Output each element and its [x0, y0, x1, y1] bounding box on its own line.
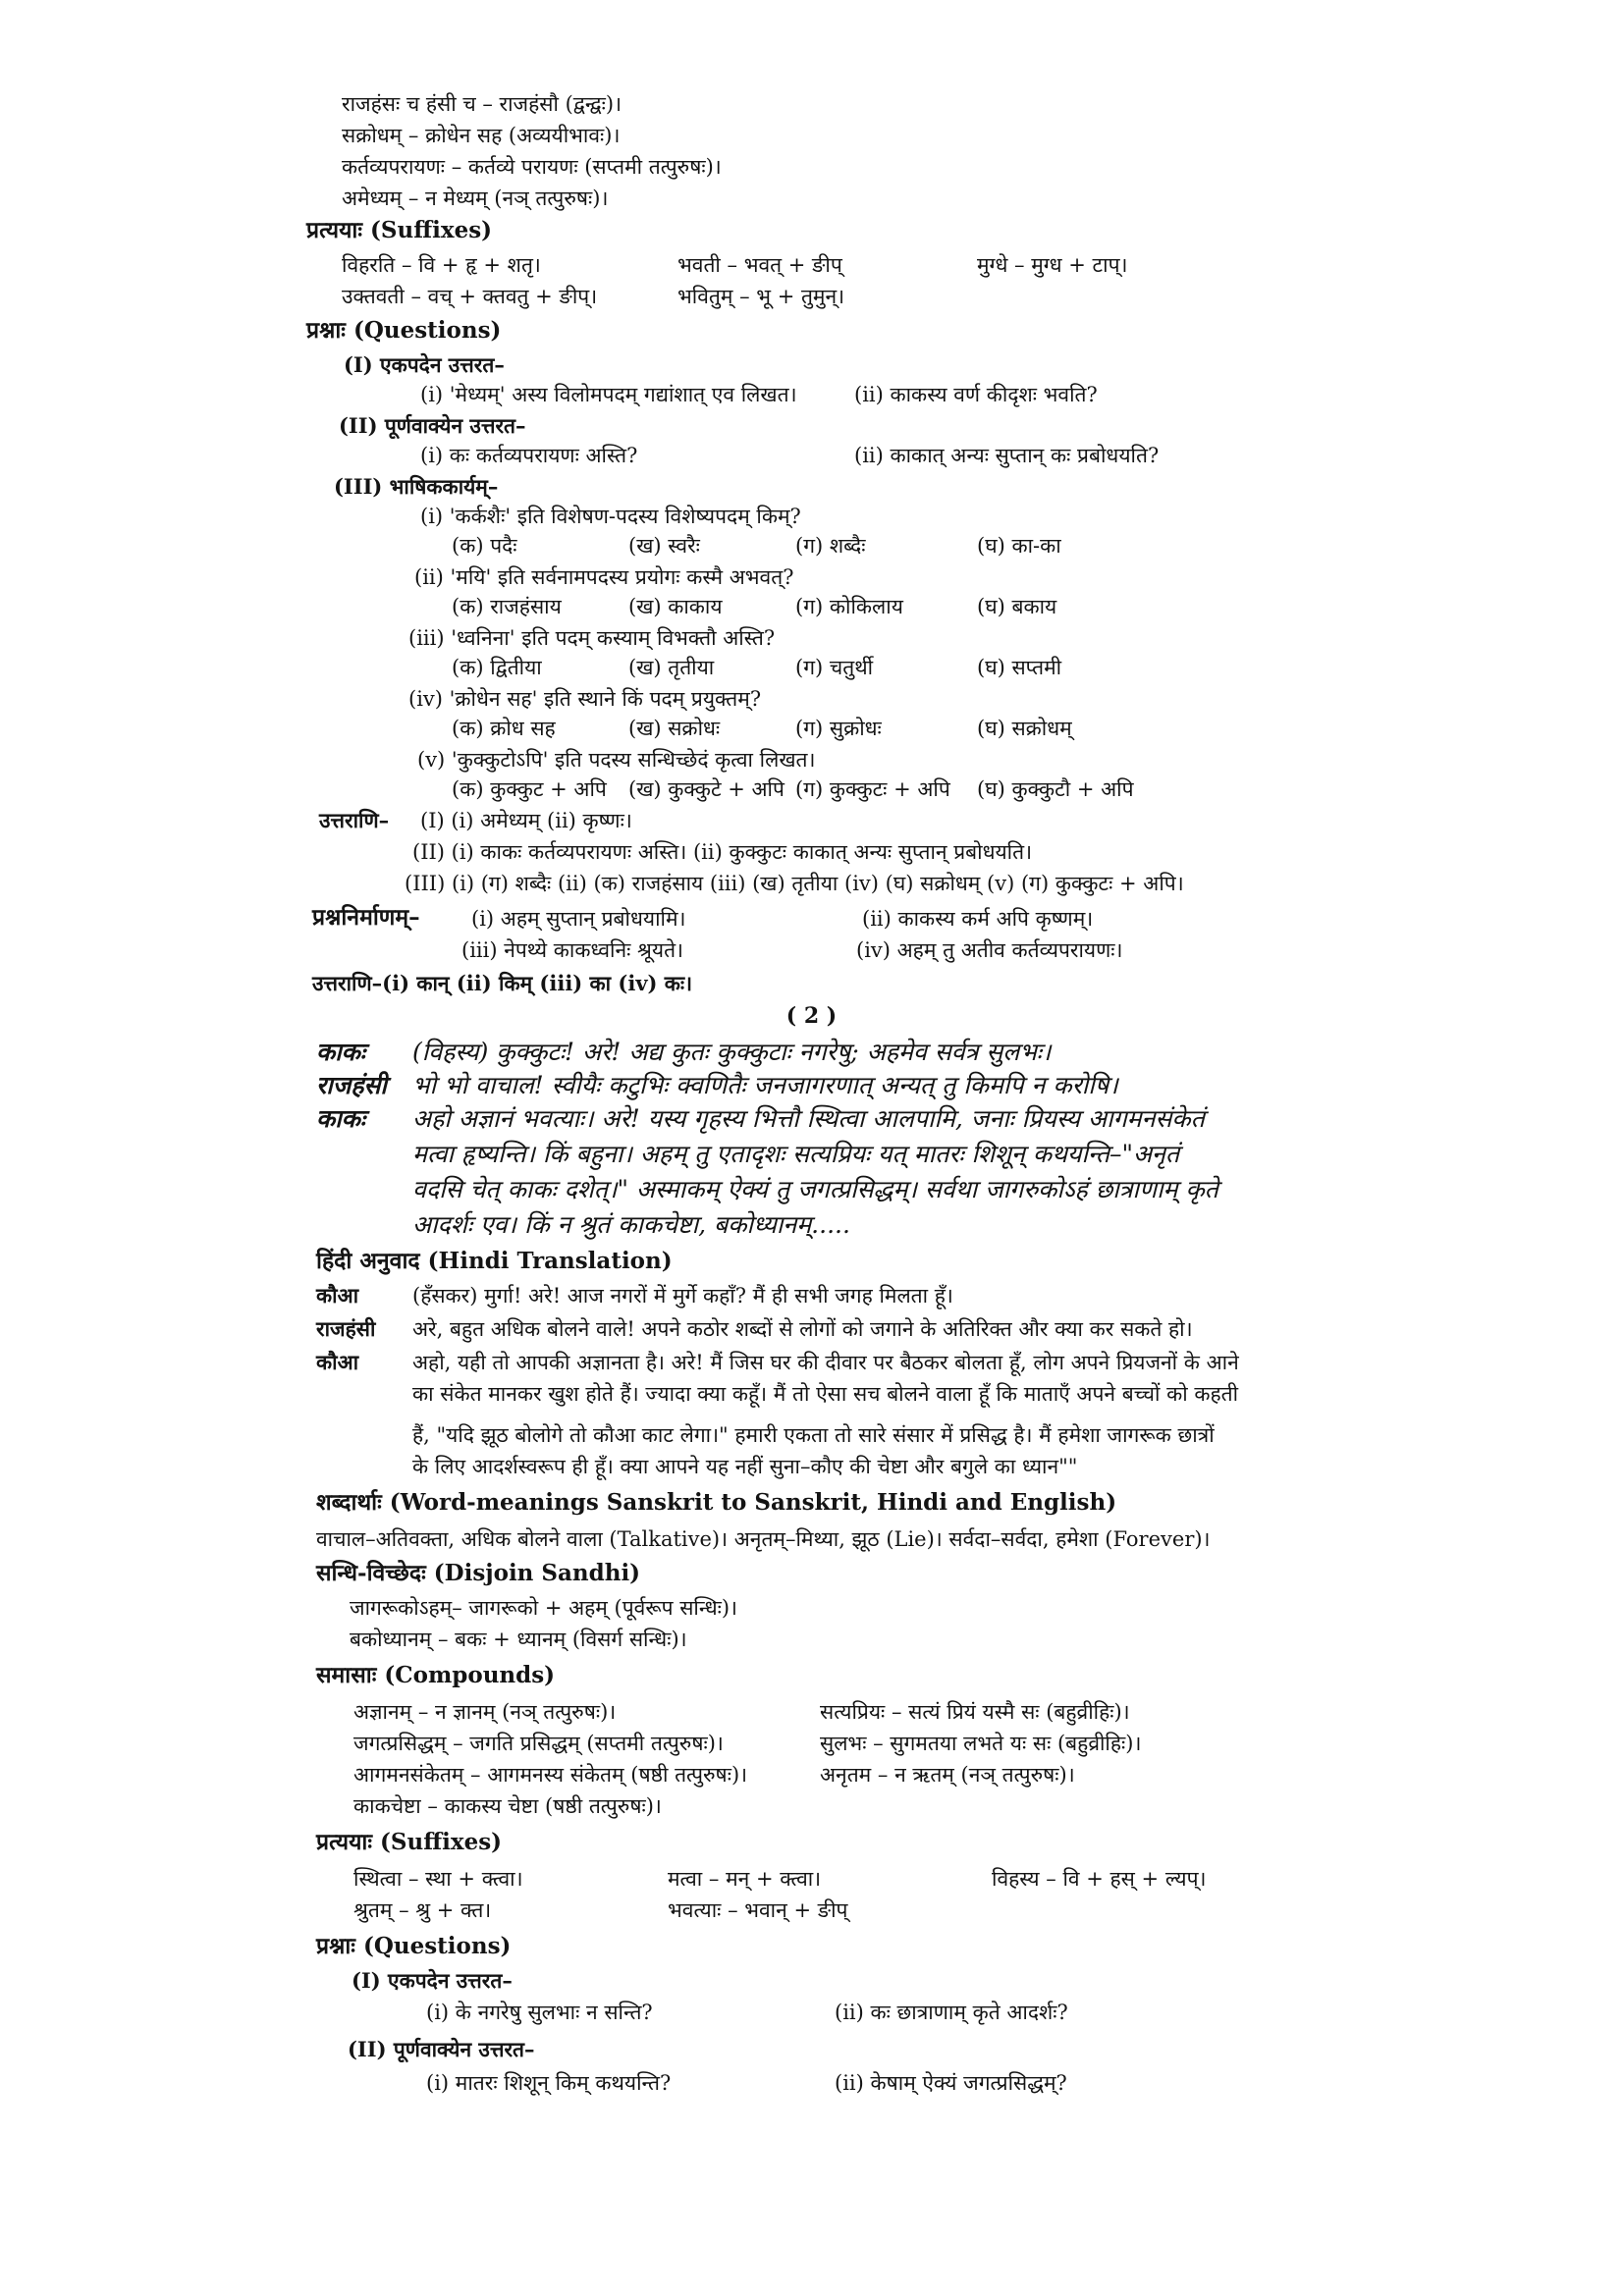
question-item: (ii) काकस्य वर्ण कीदृशः भवति?: [854, 383, 1098, 406]
subheading: (I) एकपदेन उत्तरत–: [352, 1968, 513, 1993]
samasa-line: सक्रोधम् – क्रोधेन सह (अव्ययीभावः)।: [342, 124, 621, 147]
mcq-option: (क) कुक्कुट + अपि: [452, 777, 607, 801]
translation-text: अहो, यही तो आपकी अज्ञानता है। अरे! मैं जिस घर की दीवार पर बैठकर बोलता हूँ, लोग अपने प्रियजनों के आने: [412, 1351, 1239, 1374]
samasa-line: कर्तव्यपरायणः – कर्तव्ये परायणः (सप्तमी तत्पुरुषः)।: [342, 155, 722, 179]
answer-line: (II) (i) काकः कर्तव्यपरायणः अस्ति। (ii) कुक्कुटः काकात् अन्यः सुप्तान् प्रबोधयति।: [412, 840, 1033, 864]
suffix-item: श्रुतम् – श्रु + क्त।: [353, 1898, 492, 1922]
dialogue-text: (विहस्य) कुक्कुटः! अरे! अद्य कुतः कुक्कुटाः नगरेषु; अहमेव सर्वत्र सुलभः।: [412, 1038, 1052, 1066]
word-meanings: वाचाल–अतिवक्ता, अधिक बोलने वाला (Talkative)। अनृतम्–मिथ्या, झूठ (Lie)। सर्वदा–सर्वदा, हमेशा (Forever)।: [316, 1527, 1211, 1551]
mcq-option: (घ) का-का: [977, 534, 1061, 558]
answer-line: (I) (i) अमेध्यम् (ii) कृष्णः।: [420, 809, 632, 832]
sandhi-line: जागरूकोऽहम्– जागरूको + अहम् (पूर्वरूप सन्धिः)।: [350, 1596, 737, 1620]
question-making-item: (iv) अहम् तु अतीव कर्तव्यपरायणः।: [856, 938, 1123, 962]
suffix-item: मुग्धे – मुग्ध + टाप्।: [977, 253, 1128, 277]
question-item: (i) कः कर्तव्यपरायणः अस्ति?: [420, 444, 638, 467]
speaker-label: राजहंसी: [316, 1316, 376, 1341]
translation-text: के लिए आदर्शस्वरूप ही हूँ। क्या आपने यह नहीं सुना–कौए की चेष्टा और बगुले का ध्यान"": [412, 1455, 1078, 1478]
answer-line: उत्तराणि–(i) कान् (ii) किम् (iii) का (iv) कः।: [312, 971, 693, 995]
mcq-question: (i) 'कर्कशैः' इति विशेषण-पदस्य विशेष्यपदम् किम्?: [420, 505, 801, 528]
section-heading: हिंदी अनुवाद (Hindi Translation): [316, 1248, 673, 1274]
mcq-option: (घ) सप्तमी: [977, 656, 1062, 679]
section-heading: प्रत्ययाः (Suffixes): [316, 1829, 503, 1855]
mcq-option: (ख) सक्रोधः: [628, 717, 721, 740]
subheading: (II) पूर्णवाक्येन उत्तरत–: [339, 413, 526, 438]
mcq-option: (घ) कुक्कुटौ + अपि: [977, 777, 1134, 801]
mcq-option: (ग) शब्दैः: [795, 534, 866, 558]
mcq-question: (iii) 'ध्वनिना' इति पदम् कस्याम् विभक्तौ अस्ति?: [408, 626, 776, 650]
speaker-label: कौआ: [316, 1350, 359, 1374]
compound-item: सत्यप्रियः – सत्यं प्रियं यस्मै सः (बहुव्रीहिः)।: [820, 1700, 1130, 1724]
suffix-item: विहस्य – वि + हस् + ल्यप्।: [992, 1867, 1207, 1891]
question-item: (ii) काकात् अन्यः सुप्तान् कः प्रबोधयति?: [854, 444, 1160, 467]
mcq-option: (घ) बकाय: [977, 595, 1057, 618]
subheading: (I) एकपदेन उत्तरत–: [344, 352, 505, 377]
compound-item: आगमनसंकेतम् – आगमनस्य संकेतम् (षष्ठी तत्पुरुषः)।: [353, 1763, 748, 1787]
subheading: (II) पूर्णवाक्येन उत्तरत–: [348, 2037, 535, 2061]
mcq-option: (घ) सक्रोधम्: [977, 717, 1072, 740]
mcq-option: (क) पदैः: [452, 534, 517, 558]
mcq-option: (ग) सुक्रोधः: [795, 717, 882, 740]
section-heading: प्रश्नाः (Questions): [316, 1933, 512, 1959]
subheading: (III) भाषिककार्यम्–: [334, 474, 499, 499]
section-heading: प्रश्ननिर्माणम्–: [312, 904, 420, 931]
mcq-option: (ख) स्वरैः: [628, 534, 700, 558]
mcq-option: (क) राजहंसाय: [452, 595, 562, 618]
mcq-option: (ग) कुक्कुटः + अपि: [795, 777, 950, 801]
question-item: (i) के नगरेषु सुलभाः न सन्ति?: [426, 2001, 653, 2024]
speaker-label: राजहंसी: [316, 1071, 387, 1099]
translation-text: अरे, बहुत अधिक बोलने वाले! अपने कठोर शब्दों से लोगों को जगाने के अतिरिक्त और क्या कर सकते हो।: [412, 1317, 1193, 1341]
mcq-question: (v) 'कुक्कुटोऽपि' इति पदस्य सन्धिच्छेदं कृत्वा लिखत।: [417, 748, 816, 772]
question-item: (i) मातरः शिशून् किम् कथयन्ति?: [426, 2071, 672, 2095]
mcq-option: (ख) कुक्कुटे + अपि: [628, 777, 784, 801]
translation-text: का संकेत मानकर खुश होते हैं। ज्यादा क्या कहूँ। मैं तो ऐसा सच बोलने वाला हूँ कि माताएँ अपने बच्चों को कहती: [412, 1382, 1239, 1406]
compound-item: सुलभः – सुगमतया लभते यः सः (बहुव्रीहिः)।: [820, 1732, 1142, 1755]
mcq-option: (ग) चतुर्थी: [795, 656, 874, 679]
sandhi-line: बकोध्यानम् – बकः + ध्यानम् (विसर्ग सन्धिः)।: [350, 1628, 687, 1651]
question-making-item: (i) अहम् सुप्तान् प्रबोधयामि।: [471, 907, 686, 931]
suffix-item: मत्वा – मन् + क्त्वा।: [668, 1867, 822, 1891]
translation-text: (हँसकर) मुर्गा! अरे! आज नगरों में मुर्गे कहाँ? मैं ही सभी जगह मिलता हूँ।: [412, 1284, 953, 1308]
answer-line: (III) (i) (ग) शब्दैः (ii) (क) राजहंसाय (iii) (ख) तृतीया (iv) (घ) सक्रोधम् (v) (ग) कुक्कुटः + अपि।: [405, 872, 1184, 895]
suffix-item: विहरति – वि + हृ + शतृ।: [342, 253, 541, 277]
suffix-item: उक्तवती – वच् + क्तवतु + ङीप्।: [342, 285, 598, 308]
section-number: ( 2 ): [785, 1003, 838, 1029]
compound-item: अनृतम – न ऋतम् (नञ् तत्पुरुषः)।: [820, 1763, 1075, 1787]
section-heading: समासाः (Compounds): [316, 1662, 556, 1688]
question-item: (ii) केषाम् ऐक्यं जगत्प्रसिद्धम्?: [835, 2071, 1067, 2095]
mcq-option: (क) द्वितीया: [452, 656, 542, 679]
section-heading: प्रत्ययाः (Suffixes): [306, 217, 493, 243]
translation-text: हैं, "यदि झूठ बोलोगे तो कौआ काट लेगा।" हमारी एकता तो सारे संसार में प्रसिद्ध है। मैं हमेशा जागरूक छात्रों: [412, 1423, 1215, 1447]
compound-item: काकचेष्टा – काकस्य चेष्टा (षष्ठी तत्पुरुषः)।: [353, 1794, 662, 1818]
mcq-option: (क) क्रोध सह: [452, 717, 556, 740]
suffix-item: भवत्याः – भवान् + ङीप्: [668, 1898, 848, 1922]
question-item: (ii) कः छात्राणाम् कृते आदर्शः?: [835, 2001, 1068, 2024]
suffix-item: भवितुम् – भू + तुमुन्।: [677, 285, 845, 308]
section-heading: सन्धि-विच्छेदः (Disjoin Sandhi): [316, 1560, 641, 1586]
mcq-option: (ग) कोकिलाय: [795, 595, 903, 618]
dialogue-text: अहो अज्ञानं भवत्याः। अरे! यस्य गृहस्य भित्तौ स्थित्वा आलपामि, जनाः प्रियस्य आगमनसंकेतं: [412, 1104, 1205, 1133]
suffix-item: स्थित्वा – स्था + क्त्वा।: [353, 1867, 523, 1891]
speaker-label: कौआ: [316, 1283, 359, 1308]
question-item: (i) 'मेध्यम्' अस्य विलोमपदम् गद्यांशात् एव लिखत।: [420, 383, 797, 406]
suffix-item: भवती – भवत् + ङीप्: [677, 253, 842, 277]
samasa-line: अमेध्यम् – न मेध्यम् (नञ् तत्पुरुषः)।: [342, 187, 609, 210]
mcq-question: (ii) 'मयि' इति सर्वनामपदस्य प्रयोगः कस्मै अभवत्?: [414, 565, 794, 589]
mcq-option: (ख) काकाय: [628, 595, 723, 618]
compound-item: अज्ञानम् – न ज्ञानम् (नञ् तत्पुरुषः)।: [353, 1700, 617, 1724]
section-heading: शब्दार्थाः (Word-meanings Sanskrit to Sanskrit, Hindi and English): [316, 1489, 1117, 1516]
speaker-label: काकः: [316, 1104, 365, 1133]
mcq-question: (iv) 'क्रोधेन सह' इति स्थाने किं पदम् प्रयुक्तम्?: [408, 687, 762, 711]
dialogue-text: आदर्शः एव। किं न श्रुतं काकचेष्टा, बकोध्यानम्.....: [412, 1210, 850, 1239]
mcq-option: (ख) तृतीया: [628, 656, 715, 679]
dialogue-text: भो भो वाचाल! स्वीयैः कटुभिः क्वणितैः जनजागरणात् अन्यत् तु किमपि न करोषि।: [412, 1071, 1118, 1099]
question-making-item: (ii) काकस्य कर्म अपि कृष्णम्।: [862, 907, 1094, 931]
dialogue-text: मत्वा हृष्यन्ति। किं बहुना। अहम् तु एतादृशः सत्यप्रियः यत् मातरः शिशून् कथयन्ति–"अनृतं: [412, 1140, 1180, 1168]
samasa-line: राजहंसः च हंसी च – राजहंसौ (द्वन्द्वः)।: [342, 92, 622, 116]
question-making-item: (iii) नेपथ्ये काकध्वनिः श्रूयते।: [461, 938, 684, 962]
compound-item: जगत्प्रसिद्धम् – जगति प्रसिद्धम् (सप्तमी तत्पुरुषः)।: [353, 1732, 724, 1755]
dialogue-text: वदसि चेत् काकः दशेत्।" अस्माकम् ऐक्यं तु जगत्प्रसिद्धम्। सर्वथा जागरुकोऽहं छात्राणाम् कृते: [412, 1175, 1218, 1203]
speaker-label: काकः: [316, 1038, 365, 1066]
section-heading: प्रश्नाः (Questions): [306, 317, 502, 344]
answers-label: उत्तराणि–: [319, 808, 390, 832]
